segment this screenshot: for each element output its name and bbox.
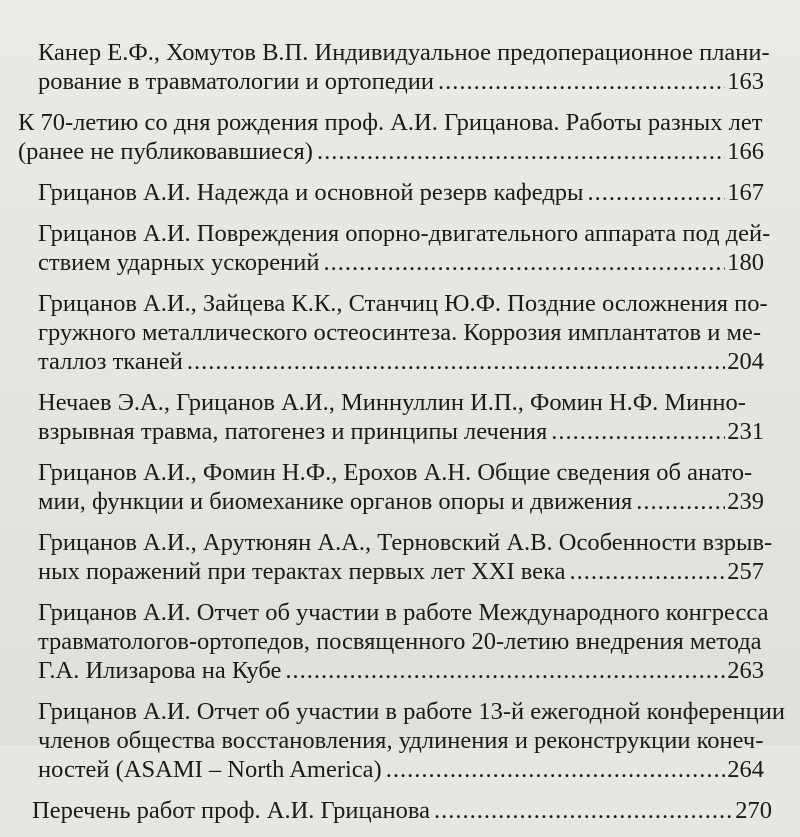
page-number: 231 xyxy=(727,418,764,445)
toc-text: мии, функции и биомеханике органов опоры и движения xyxy=(38,488,633,515)
toc-line xyxy=(38,38,770,67)
toc-last-line xyxy=(38,487,764,516)
toc-text: Грицанов А.И. Повреждения опорно-двигательного аппарата под дей- xyxy=(38,220,771,247)
toc-line xyxy=(38,289,768,318)
page-number: 167 xyxy=(727,179,764,206)
toc-last-line xyxy=(18,137,764,166)
page-number: 239 xyxy=(727,488,764,515)
toc-entry-obshchie xyxy=(0,458,800,516)
toc-text: травматологов-ортопедов, посвященного 20-летию внедрения метода xyxy=(38,628,762,655)
page-number: 204 xyxy=(727,348,764,375)
toc-line xyxy=(38,598,769,627)
toc-text: таллоз тканей xyxy=(38,348,183,375)
page-number: 166 xyxy=(727,138,764,165)
toc-entry-nadezhda xyxy=(0,178,800,207)
toc-line xyxy=(38,388,764,417)
toc-line xyxy=(38,458,764,487)
toc-text: рование в травматологии и ортопедии xyxy=(38,68,434,95)
page-number: 270 xyxy=(735,797,772,824)
toc-text: Грицанов А.И. Надежда и основной резерв кафедры xyxy=(38,179,584,206)
toc-last-line xyxy=(38,248,764,277)
toc-text: Грицанов А.И., Фомин Н.Ф., Ерохов А.Н. Общие сведения об анато- xyxy=(38,459,753,486)
toc-last-line xyxy=(38,417,764,446)
toc-entry-asami xyxy=(0,697,800,784)
toc-line xyxy=(38,528,773,557)
toc-entry-minno xyxy=(0,388,800,446)
toc-entry-kuba xyxy=(0,598,800,685)
toc-text: ных поражений при терактах первых лет XXI века xyxy=(38,558,566,585)
dot-leader xyxy=(569,557,725,586)
toc-text: гружного металлического остеосинтеза. Коррозия имплантатов и ме- xyxy=(38,319,761,346)
toc-text: Нечаев Э.А., Грицанов А.И., Миннуллин И.П., Фомин Н.Ф. Минно- xyxy=(38,389,746,416)
dot-leader xyxy=(187,347,725,376)
dot-leader xyxy=(285,656,725,685)
toc-text: членов общества восстановления, удлинения и реконструкции конеч- xyxy=(38,727,764,754)
toc-text: взрывная травма, патогенез и принципы лечения xyxy=(38,418,548,445)
toc-line xyxy=(18,108,764,137)
dot-leader xyxy=(317,137,725,166)
toc-line xyxy=(38,726,764,755)
toc-text: Грицанов А.И., Зайцева К.К., Станчиц Ю.Ф. Поздние осложнения по- xyxy=(38,290,768,317)
toc-last-line xyxy=(38,347,764,376)
toc-text: Перечень работ проф. А.И. Грицанова xyxy=(32,797,430,824)
toc-entry-kaner xyxy=(0,38,800,96)
toc-last-line xyxy=(38,656,764,685)
table-of-contents xyxy=(0,38,800,837)
dot-leader xyxy=(438,67,725,96)
page-number: 163 xyxy=(727,68,764,95)
toc-entry-osobennosti xyxy=(0,528,800,586)
page-number: 264 xyxy=(727,756,764,783)
dot-leader xyxy=(434,796,733,825)
toc-line xyxy=(38,219,771,248)
toc-text: ностей (ASAMI – North America) xyxy=(38,756,382,783)
page-number: 263 xyxy=(727,657,764,684)
toc-last-line xyxy=(38,67,764,96)
toc-section-70-years xyxy=(0,108,800,166)
toc-entry-perechen xyxy=(0,796,800,825)
dot-leader xyxy=(588,178,726,207)
toc-entry-pozdnie xyxy=(0,289,800,376)
dot-leader xyxy=(386,755,726,784)
toc-text: Грицанов А.И. Отчет об участии в работе Международного конгресса xyxy=(38,599,769,626)
toc-text: Грицанов А.И., Арутюнян А.А., Терновский А.В. Особенности взрыв- xyxy=(38,529,773,556)
toc-text: К 70-летию со дня рождения проф. А.И. Грицанова. Работы разных лет xyxy=(18,109,763,136)
toc-text: ствием ударных ускорений xyxy=(38,249,320,276)
toc-last-line xyxy=(38,178,764,207)
dot-leader xyxy=(636,487,725,516)
dot-leader xyxy=(324,248,726,277)
page-number: 180 xyxy=(727,249,764,276)
page-number: 257 xyxy=(727,558,764,585)
toc-line xyxy=(38,697,785,726)
toc-text: Канер Е.Ф., Хомутов В.П. Индивидуальное предоперационное плани- xyxy=(38,39,770,66)
toc-last-line xyxy=(38,755,764,784)
toc-text: (ранее не публиковавшиеся) xyxy=(18,138,313,165)
toc-last-line xyxy=(38,557,764,586)
toc-line xyxy=(38,318,764,347)
toc-last-line xyxy=(32,796,772,825)
toc-line xyxy=(38,627,764,656)
toc-text: Грицанов А.И. Отчет об участии в работе 13-й ежегодной конференции xyxy=(38,698,785,725)
toc-entry-povrezhdeniya xyxy=(0,219,800,277)
toc-text: Г.А. Илизарова на Кубе xyxy=(38,657,282,684)
dot-leader xyxy=(551,417,725,446)
